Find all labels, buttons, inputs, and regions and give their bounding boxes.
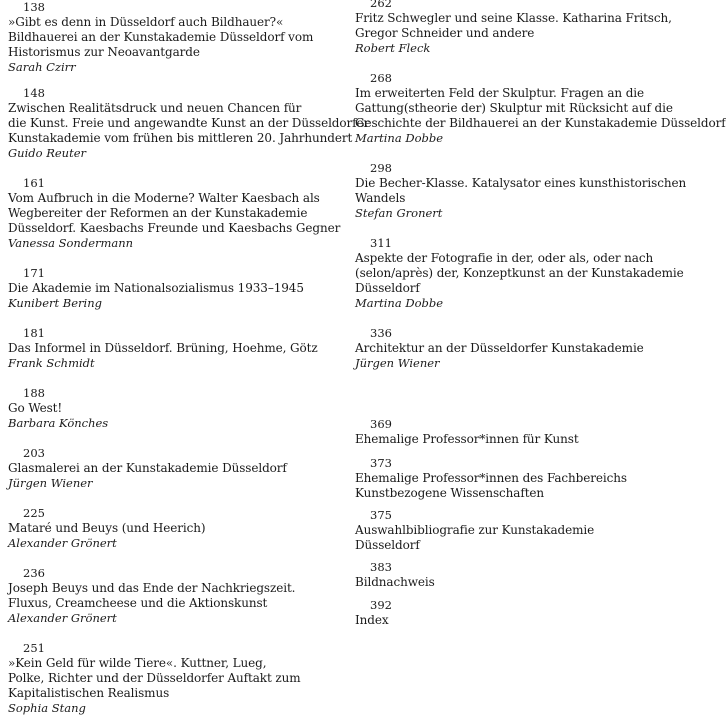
entry-title: [355, 471, 673, 501]
entry-author: Sophia Stang: [8, 701, 86, 715]
title-line: Ehemalige Professor*innen des Fachbereichs: [355, 471, 627, 485]
title-line: Index: [355, 613, 389, 627]
toc-entry: [8, 266, 328, 311]
title-line: Mataré und Beuys (und Heerich): [8, 521, 206, 535]
entry-title: [355, 86, 726, 131]
entry-title: [8, 401, 328, 416]
entry-title: [355, 575, 673, 590]
title-line: Düsseldorf: [355, 281, 420, 295]
entry-author: Guido Reuter: [8, 146, 87, 160]
entry-author: Frank Schmidt: [8, 356, 95, 370]
toc-entry: [8, 0, 328, 75]
page-number: 373: [370, 456, 392, 470]
entry-title: [355, 523, 673, 553]
page-number: 225: [23, 506, 45, 520]
entry-title: [355, 341, 673, 356]
page-number: 251: [23, 641, 45, 655]
entry-title: [8, 15, 328, 60]
title-line: Zwischen Realitätsdruck und neuen Chancen für: [8, 101, 302, 115]
entry-title: [8, 101, 370, 146]
title-line: Im erweiterten Feld der Skulptur. Fragen an die: [355, 86, 645, 100]
entry-author: Alexander Grönert: [8, 536, 117, 550]
page-number: 262: [370, 0, 392, 10]
entry-title: [8, 341, 328, 356]
page-number: 188: [23, 386, 45, 400]
entry-author: Sarah Czirr: [8, 60, 76, 74]
toc-entry: [355, 236, 684, 311]
entry-author: Robert Fleck: [355, 41, 431, 55]
title-line: Historismus zur Neoavantgarde: [8, 45, 200, 59]
entry-title: [8, 281, 328, 296]
title-line: Gattung(stheorie der) Skulptur mit Rücksicht auf die: [355, 101, 673, 115]
entry-author: Alexander Grönert: [8, 611, 117, 625]
entry-author: Martina Dobbe: [355, 296, 444, 310]
page-number: 268: [370, 71, 392, 85]
title-line: Düsseldorf. Kaesbachs Freunde und Kaesbachs Gegner: [8, 221, 341, 235]
title-line: Fritz Schwegler und seine Klasse. Katharina Fritsch,: [355, 11, 672, 25]
entry-title: [8, 656, 328, 701]
title-line: Polke, Richter und der Düsseldorfer Auftakt zum: [8, 671, 301, 685]
toc-entry: [8, 86, 370, 161]
entry-author: Kunibert Bering: [8, 296, 102, 310]
page-number: 203: [23, 446, 45, 460]
page-number: 375: [370, 508, 392, 522]
page-number: 161: [23, 176, 45, 190]
title-line: Joseph Beuys und das Ende der Nachkriegszeit.: [8, 581, 296, 595]
title-line: Vom Aufbruch in die Moderne? Walter Kaesbach als: [8, 191, 320, 205]
toc-entry: [355, 508, 673, 553]
toc-entry: [355, 71, 726, 146]
entry-title: [8, 191, 341, 236]
title-line: Ehemalige Professor*innen für Kunst: [355, 432, 579, 446]
title-line: Auswahlbibliografie zur Kunstakademie: [355, 523, 595, 537]
page-number: 148: [23, 86, 45, 100]
toc-entry: [355, 456, 673, 501]
page-number: 392: [370, 598, 392, 612]
toc-entry: [355, 598, 673, 628]
page-number: 171: [23, 266, 45, 280]
page-number: 138: [23, 0, 45, 14]
title-line: Geschichte der Bildhauerei an der Kunstakademie Düsseldorf: [355, 116, 726, 130]
toc-entry: [8, 446, 328, 491]
entry-author: Jürgen Wiener: [355, 356, 440, 370]
toc-entry: [8, 386, 328, 431]
title-line: Aspekte der Fotografie in der, oder als, oder nach: [355, 251, 654, 265]
entry-author: Martina Dobbe: [355, 131, 444, 145]
title-line: Kapitalistischen Realismus: [8, 686, 170, 700]
title-line: »Gibt es denn in Düsseldorf auch Bildhauer?«: [8, 15, 284, 29]
title-line: Architektur an der Düsseldorfer Kunstakademie: [355, 341, 644, 355]
entry-title: [355, 11, 673, 41]
title-line: Gregor Schneider und andere: [355, 26, 535, 40]
title-line: Go West!: [8, 401, 63, 415]
entry-author: Vanessa Sondermann: [8, 236, 134, 250]
entry-title: [355, 176, 687, 206]
title-line: die Kunst. Freie und angewandte Kunst an der Düsseldorfer: [8, 116, 370, 130]
toc-entry: [8, 641, 328, 716]
title-line: (selon/après) der, Konzeptkunst an der Kunstakademie: [355, 266, 684, 280]
entry-author: Jürgen Wiener: [8, 476, 93, 490]
title-line: Bildhauerei an der Kunstakademie Düsseldorf vom: [8, 30, 314, 44]
title-line: Das Informel in Düsseldorf. Brüning, Hoehme, Götz: [8, 341, 318, 355]
toc-entry: [355, 417, 673, 447]
title-line: Bildnachweis: [355, 575, 435, 589]
entry-author: Barbara Könches: [8, 416, 109, 430]
entry-title: [355, 613, 673, 628]
entry-title: [8, 581, 328, 611]
page-number: 369: [370, 417, 392, 431]
toc-entry: [8, 326, 328, 371]
title-line: »Kein Geld für wilde Tiere«. Kuttner, Lueg,: [8, 656, 267, 670]
toc-entry: [8, 176, 341, 251]
title-line: Die Becher-Klasse. Katalysator eines kunsthistorischen: [355, 176, 687, 190]
page-number: 311: [370, 236, 392, 250]
toc-entry: [355, 161, 687, 221]
toc-entry: [8, 566, 328, 626]
toc-entry: [8, 506, 328, 551]
entry-title: [8, 521, 328, 536]
title-line: Fluxus, Creamcheese und die Aktionskunst: [8, 596, 268, 610]
title-line: Glasmalerei an der Kunstakademie Düsseldorf: [8, 461, 287, 475]
toc-entry: [355, 560, 673, 590]
page-number: 236: [23, 566, 45, 580]
page-number: 181: [23, 326, 45, 340]
toc-entry: [355, 0, 673, 56]
toc-entry: [355, 326, 673, 371]
page-number: 298: [370, 161, 392, 175]
title-line: Düsseldorf: [355, 538, 420, 552]
page-number: 336: [370, 326, 392, 340]
title-line: Wegbereiter der Reformen an der Kunstakademie: [8, 206, 308, 220]
page-number: 383: [370, 560, 392, 574]
title-line: Wandels: [355, 191, 406, 205]
title-line: Die Akademie im Nationalsozialismus 1933–1945: [8, 281, 304, 295]
title-line: Kunstakademie vom frühen bis mittleren 20. Jahrhundert: [8, 131, 353, 145]
entry-title: [355, 432, 673, 447]
entry-title: [8, 461, 328, 476]
entry-title: [355, 251, 684, 296]
entry-author: Stefan Gronert: [355, 206, 443, 220]
title-line: Kunstbezogene Wissenschaften: [355, 486, 545, 500]
